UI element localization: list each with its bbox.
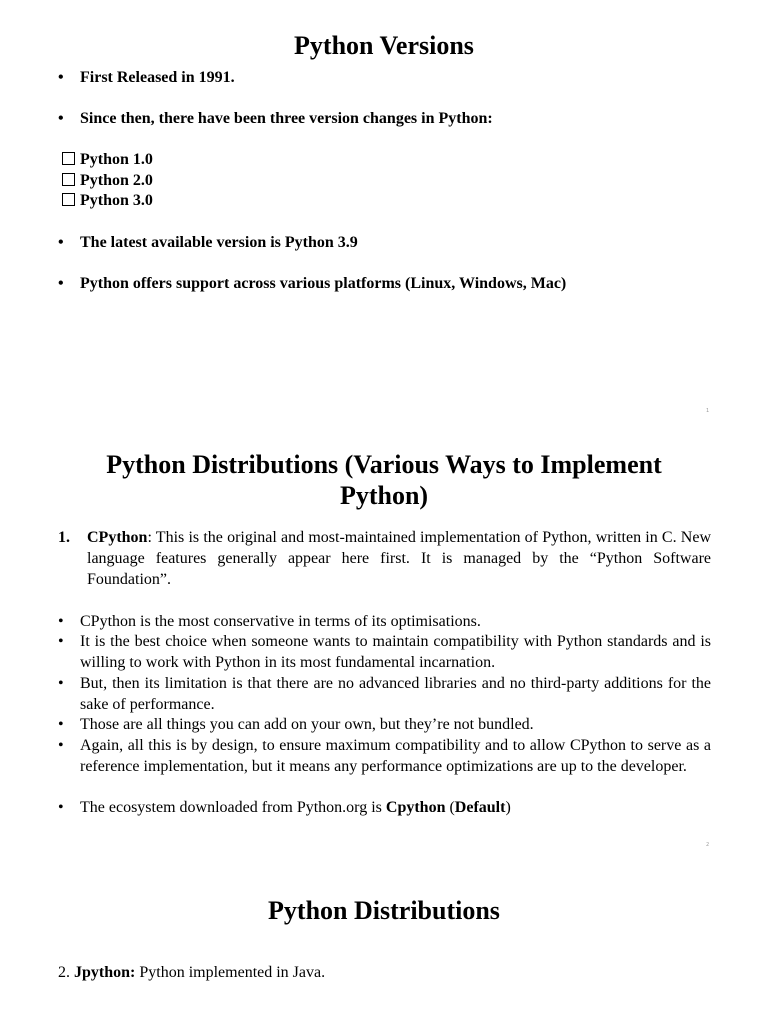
bullet-dot: • (58, 613, 64, 630)
checkbox-square-icon (62, 173, 75, 186)
title-line-2: Python) (339, 481, 429, 510)
bullet-bold-cpython: Cpython (385, 799, 446, 816)
bullet-text: First Released in 1991. (80, 69, 235, 86)
bullet-dot: • (58, 234, 64, 251)
bullet-text: CPython is the most conservative in terms of its optimisations. (80, 613, 481, 630)
numbered-item-jpython (58, 962, 325, 983)
section-title-python-versions: Python Versions (294, 31, 474, 60)
section-title-python-distributions: Python Distributions (268, 896, 500, 925)
bullet-dot: • (58, 275, 64, 292)
version-label: Python 3.0 (80, 192, 153, 209)
bullet-dot: • (58, 110, 64, 127)
bullet-text: Again, all this is by design, to ensure maximum compatibility and to allow CPython to serve as a reference implementation, but it means any performance optimizations are up to the developer. (80, 737, 711, 775)
bullet-text: But, then its limitation is that there are no advanced libraries and no third-party additions for the sake of performance. (80, 675, 711, 713)
checkbox-square-icon (62, 193, 75, 206)
bullet-text: Since then, there have been three version changes in Python: (80, 110, 493, 127)
title-line-1: Python Distributions (Various Ways to Implement (106, 450, 662, 479)
version-label: Python 2.0 (80, 172, 153, 189)
bullet-text (80, 797, 711, 818)
bullet-text: It is the best choice when someone wants to maintain compatibility with Python standards and is willing to work with Python in its most fundamental incarnation. (80, 633, 711, 671)
item-name: Jpython: (74, 964, 136, 981)
page-number-mark: 1 (706, 408, 710, 414)
item-number: 1. (58, 529, 70, 546)
item-description: : This is the original and most-maintained implementation of Python, written in C. New language features generally appear here first. It is managed by the “Python Software Foundation”. (87, 529, 711, 588)
bullet-text: Python offers support across various platforms (Linux, Windows, Mac) (80, 275, 567, 292)
version-item-3 (62, 191, 153, 211)
bullet-text-suffix: ) (505, 799, 511, 816)
item-name: CPython (87, 529, 148, 546)
page-number-mark: 2 (706, 842, 710, 848)
bullet-dot: • (58, 675, 64, 692)
bullet-dot: • (58, 799, 64, 816)
bullet-dot: • (58, 633, 64, 650)
item-number: 2. (58, 964, 74, 981)
item-text (87, 527, 711, 590)
section-title-distributions-ways (0, 449, 768, 511)
bullet-text-prefix: The ecosystem downloaded from Python.org is (80, 799, 386, 816)
bullet-dot: • (58, 69, 64, 86)
bullet-text-mid: ( (445, 799, 455, 816)
bullet-text: Those are all things you can add on your own, but they’re not bundled. (80, 716, 534, 733)
item-description: Python implemented in Java. (135, 964, 326, 981)
version-label: Python 1.0 (80, 151, 153, 168)
version-item-1 (62, 150, 153, 170)
bullet-dot: • (58, 737, 64, 754)
version-item-2 (62, 171, 153, 191)
checkbox-square-icon (62, 152, 75, 165)
bullet-text: The latest available version is Python 3.9 (80, 234, 358, 251)
bullet-bold-default: Default (454, 799, 506, 816)
bullet-dot: • (58, 716, 64, 733)
